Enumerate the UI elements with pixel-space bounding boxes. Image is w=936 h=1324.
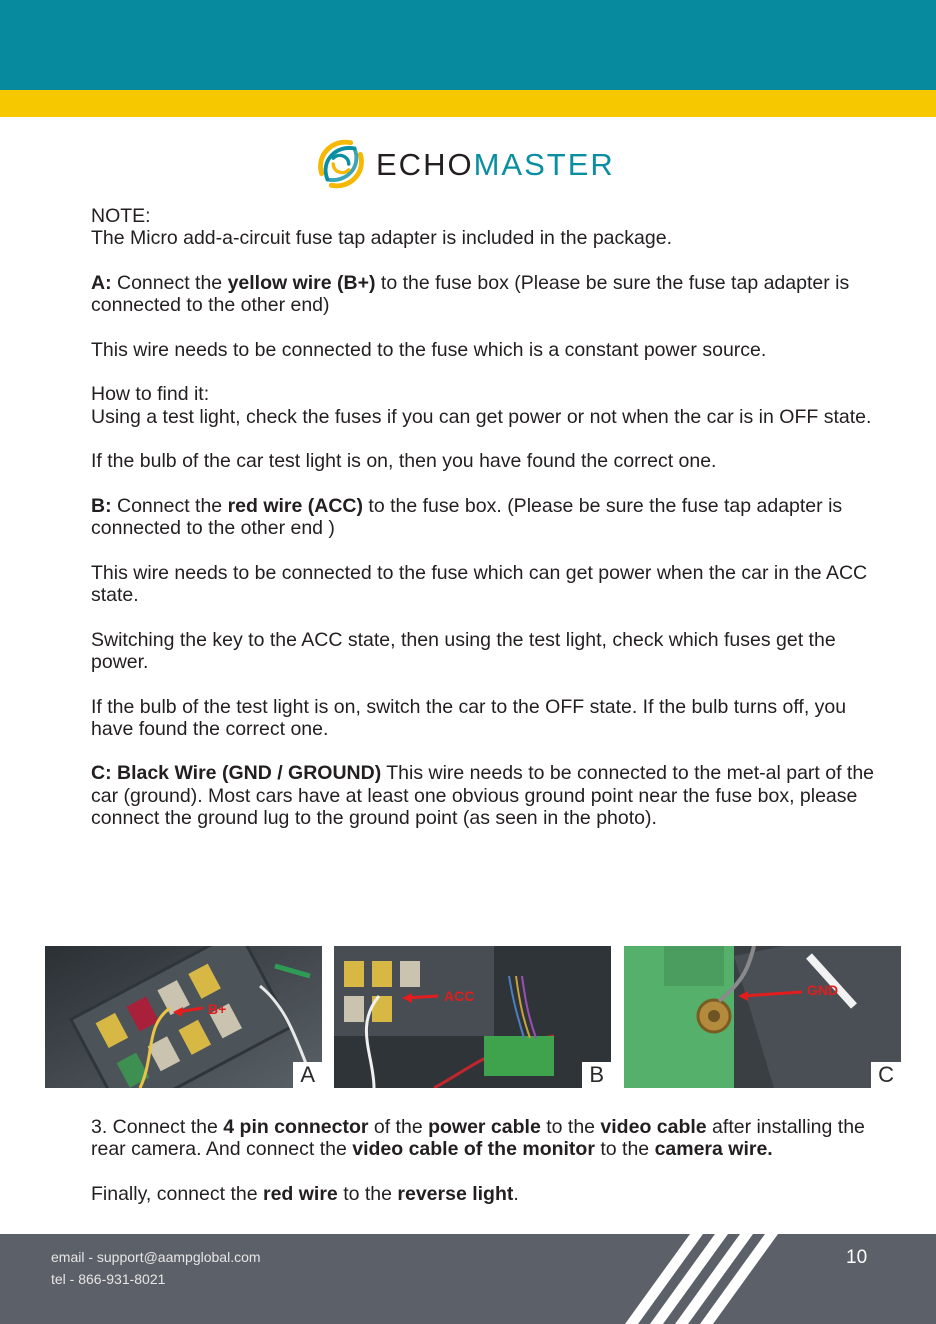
note-title: NOTE: [91,205,151,227]
header-teal-bar [0,0,936,90]
a-found: If the bulb of the car test light is on, then you have found the correct one. [91,450,717,473]
a-instruction [91,272,881,317]
fuse-box-photo-a [45,946,322,1088]
a-wire: yellow wire (B+) [227,271,376,294]
footer-tel: tel - 866-931-8021 [51,1271,166,1287]
step3-t5: to the [594,1138,655,1161]
step3-t1: 3. Connect the [91,1116,224,1138]
footer-email: email - support@aampglobal.com [51,1249,261,1265]
photo-b-label: ACC [444,988,475,1004]
a-pre: Connect the [111,271,228,294]
final-text [91,1183,881,1205]
step3-b2: power cable [428,1116,541,1138]
a-howto-title: How to find it: [91,383,210,406]
instructions [91,205,881,852]
step3-b3: video cable [600,1116,707,1138]
c-text: This wire needs to be connected to the met-al part of the car (ground). Most cars have at least one obvious ground point near the fuse box, please connect the ground lug to the ground point (as seen in the photo). [91,762,875,830]
step3-b4: video cable of the monitor [352,1138,595,1161]
step3-b1: 4 pin connector [223,1116,369,1138]
final-b1: red wire [262,1182,338,1205]
note-line: The Micro add-a-circuit fuse tap adapter is included in the package. [91,227,672,250]
header-yellow-bar [0,90,936,117]
step3-text [91,1116,881,1161]
ground-point-photo-c [624,946,901,1088]
c-instruction [91,762,881,829]
final-t3: . [513,1182,519,1205]
install-photos [45,946,901,1088]
logo-wordmark [376,146,615,182]
page-footer [0,1234,936,1324]
b-para3: Switching the key to the ACC state, then using the test light, check which fuses get the power. [91,628,836,673]
b-para2: This wire needs to be connected to the fuse which can get power when the car in the ACC state. [91,561,868,607]
b-pre: Connect the [111,494,228,517]
logo-echo: ECHO [376,146,474,182]
a-howto-text: Using a test light, check the fuses if you can get power or not when the car is in OFF state. [91,405,872,428]
a-prefix: A: [91,271,112,294]
logo-master: MASTER [473,146,615,182]
photo-c [624,946,901,1088]
b-instruction [91,495,881,540]
note-block [91,205,881,250]
a-howto [91,383,881,428]
photo-b-letter: B [582,1062,611,1088]
photo-b [334,946,611,1088]
final-t1: Finally, connect the [91,1182,263,1205]
photo-a-label: B+ [208,1001,227,1017]
fuse-box-photo-b [334,946,611,1088]
a-post: to the fuse box (Please be sure the fuse tap adapter is connected to the other end) [91,271,850,317]
photo-c-label: GND [807,982,839,998]
b-wire: red wire (ACC) [227,494,364,517]
a-para2: This wire needs to be connected to the fuse which is a constant power source. [91,338,767,361]
final-instructions [91,1116,881,1227]
final-t2: to the [337,1182,398,1205]
photo-a [45,946,322,1088]
b-para4: If the bulb of the test light is on, switch the car to the OFF state. If the bulb turns off, you have found the correct one. [91,695,847,740]
b-prefix: B: [91,494,112,517]
b-post: to the fuse box. (Please be sure the fuse tap adapter is connected to the other end ) [91,494,843,540]
step3-b5: camera wire. [654,1138,773,1161]
final-b2: reverse light [397,1182,514,1205]
page-number: 10 [846,1247,868,1268]
photo-a-letter: A [293,1062,322,1088]
step3-t3: to the [540,1116,601,1138]
echomaster-logo [312,133,615,195]
echomaster-swirl-icon [312,135,370,193]
step3-t2: of the [368,1116,429,1138]
c-heading: C: Black Wire (GND / GROUND) [91,762,382,785]
step3-t4: after installing the rear camera. And connect the [91,1116,865,1161]
photo-c-letter: C [871,1062,901,1088]
